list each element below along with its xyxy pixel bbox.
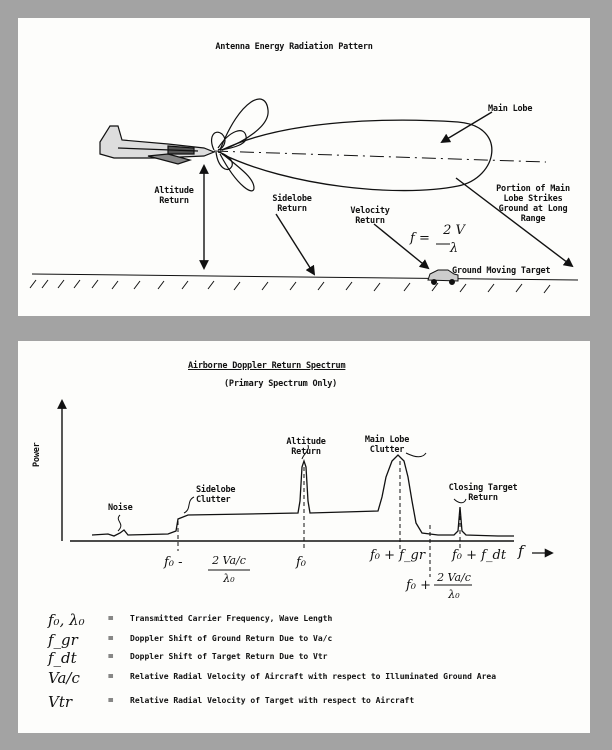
- sidelobes: [212, 99, 269, 191]
- altitude-return-spectrum-label: Altitude Return: [286, 437, 326, 457]
- noise-label: Noise: [108, 503, 133, 513]
- frequency-axis-label: f: [518, 542, 524, 560]
- main-lobe-arrow: [442, 112, 492, 142]
- legend-equals: =: [108, 672, 114, 682]
- legend-equals: =: [108, 634, 114, 644]
- main-lobe-label: Main Lobe: [488, 104, 533, 114]
- legend-symbol: Vtr: [48, 693, 73, 711]
- legend-description: Relative Radial Velocity of Target with respect to Aircraft: [130, 696, 415, 705]
- tick-f0-minus-num: 2 Va/c: [212, 554, 246, 567]
- formula-denominator: λ: [449, 241, 459, 256]
- legend-row: [48, 693, 578, 713]
- sidelobe-clutter-label: Sidelobe Clutter: [196, 485, 236, 505]
- ground-moving-target-label: Ground Moving Target: [452, 266, 551, 276]
- sidelobe-return-arrow: [276, 214, 314, 274]
- sidelobe-return-label: Sidelobe Return: [272, 194, 312, 214]
- tick-f0-plus2-den: λ₀: [448, 588, 460, 601]
- legend-row: [48, 649, 578, 669]
- portion-main-lobe-label: Portion of Main Lobe Strikes Ground at Long Range: [496, 184, 570, 224]
- legend-symbol: f_dt: [48, 649, 77, 667]
- tick-f0-plus2-num: 2 Va/c: [437, 571, 471, 584]
- spectrum-subtitle: (Primary Spectrum Only): [224, 379, 338, 389]
- tick-f0-plus-fdt: f₀ + f_dt: [452, 548, 507, 563]
- tick-f0-minus-den: λ₀: [223, 572, 235, 585]
- closing-target-label: Closing Target Return: [448, 483, 518, 503]
- tick-f0-plus2-lhs: f₀ +: [406, 578, 432, 593]
- legend-description: Doppler Shift of Ground Return Due to Va/c: [130, 634, 333, 643]
- boresight-line: [214, 151, 546, 162]
- formula-numerator: 2 V: [443, 223, 465, 238]
- doppler-spectrum-panel: [18, 341, 590, 733]
- radiation-pattern-title: Antenna Energy Radiation Pattern: [215, 42, 373, 52]
- legend-equals: =: [108, 652, 114, 662]
- radiation-pattern-panel: [18, 18, 590, 316]
- legend-equals: =: [108, 696, 114, 706]
- legend-description: Relative Radial Velocity of Aircraft with respect to Illuminated Ground Area: [130, 672, 497, 681]
- ground-line: [30, 274, 578, 293]
- tick-f0: f₀: [296, 555, 307, 570]
- tick-f0-minus-lhs: f₀ -: [164, 555, 183, 570]
- legend-row: [48, 669, 578, 689]
- tick-f0-plus-fgr: f₀ + f_gr: [370, 548, 426, 563]
- spectrum-title: Airborne Doppler Return Spectrum: [188, 361, 346, 371]
- legend-symbol: f₀, λ₀: [48, 611, 85, 629]
- legend-description: Doppler Shift of Target Return Due to Vtr: [130, 652, 328, 661]
- legend-row: [48, 611, 578, 631]
- legend-description: Transmitted Carrier Frequency, Wave Length: [130, 614, 333, 623]
- legend-symbol: f_gr: [48, 631, 78, 649]
- main-lobe-clutter-label: Main Lobe Clutter: [364, 435, 410, 455]
- power-axis-label: Power: [32, 442, 42, 467]
- altitude-return-label: Altitude Return: [154, 186, 194, 206]
- aircraft-icon: [100, 126, 214, 164]
- legend-row: [48, 631, 578, 651]
- legend-equals: =: [108, 614, 114, 624]
- formula-lhs: f =: [410, 231, 430, 246]
- velocity-return-label: Velocity Return: [350, 206, 390, 226]
- legend-symbol: Va/c: [48, 669, 80, 687]
